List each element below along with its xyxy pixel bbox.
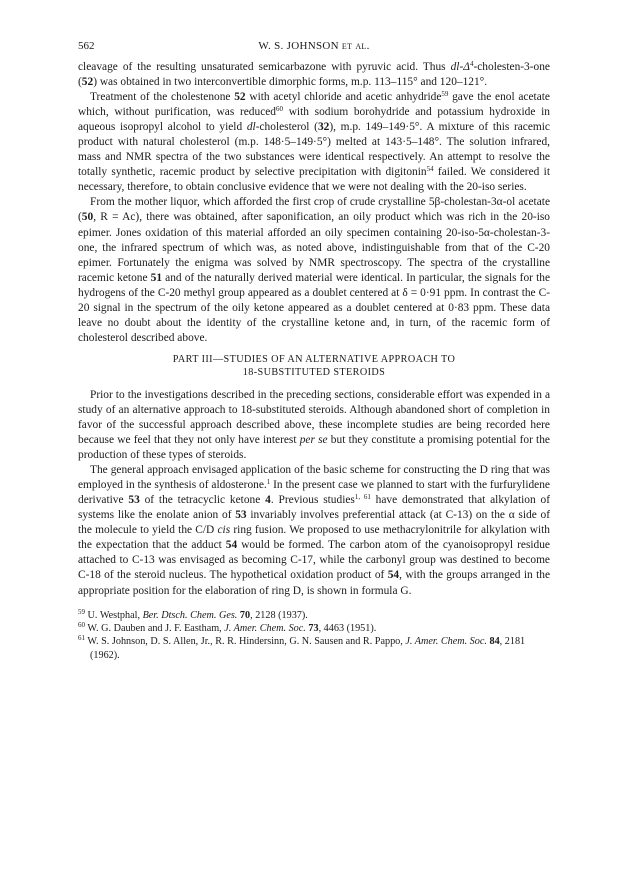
page-number: 562 xyxy=(78,40,95,52)
paragraph xyxy=(78,195,550,345)
citation-superscript: 61 xyxy=(78,634,85,643)
text-run: ring fusion. We proposed to use methacrylonitrile for alkylation with the expectation that the adduct xyxy=(78,524,550,552)
section-heading-line: PART III—STUDIES OF AN ALTERNATIVE APPROACH TO xyxy=(172,353,456,365)
document-page xyxy=(78,40,550,662)
text-run: The general approach envisaged application of the basic scheme for constructing the D ring that was employed in the synthesis of aldosterone. xyxy=(78,464,550,492)
citation-superscript: 60 xyxy=(276,105,283,114)
paragraph xyxy=(78,463,550,598)
text-run: , with the groups arranged in the appropriate position for the elaboration of ring D, is shown in formula G. xyxy=(78,569,551,597)
citation-superscript: 54 xyxy=(426,165,434,174)
footnote xyxy=(78,635,550,662)
text-run: . Previous studies xyxy=(270,494,355,507)
text-run: Treatment of the cholestenone xyxy=(90,91,235,104)
compound-number: 32 xyxy=(317,121,330,134)
text-run: invariably involves preferential attack (at C-13) on the α side of the molecule to yield the C/D xyxy=(78,509,550,537)
compound-number: 53 xyxy=(235,509,247,522)
citation-superscript: 4 xyxy=(469,60,474,68)
text-run: W. G. Dauben and J. F. Eastham, xyxy=(85,622,225,634)
text-run: -cholesterol ( xyxy=(255,121,318,134)
text-run: gave the enol acetate which, without purification, was reduced xyxy=(78,91,550,119)
text-run: ) was obtained in two interconvertible dimorphic forms, m.p. 113–115° and 120–121°. xyxy=(93,76,488,89)
text-run: , 2128 (1937). xyxy=(250,609,308,621)
body-text xyxy=(78,60,550,599)
text-run: From the mother liquor, which afforded the first crop of crude crystalline 5β-cholestan-3α-ol acetate ( xyxy=(78,196,550,224)
footnote xyxy=(78,622,550,635)
compound-number: 54 xyxy=(387,569,400,582)
compound-number: 51 xyxy=(150,271,163,284)
citation-superscript: 60 xyxy=(78,620,85,629)
text-run: with acetyl chloride and acetic anhydride xyxy=(245,91,442,104)
citation-superscript: 1, 61 xyxy=(354,493,371,502)
text-run: , 2181 (1962). xyxy=(90,636,526,661)
compound-number: 4 xyxy=(265,494,271,507)
text-run: have demonstrated that alkylation of systems like the enolate anion of xyxy=(78,494,550,522)
footnote xyxy=(78,609,550,622)
compound-number: 52 xyxy=(234,91,246,104)
citation-superscript: 59 xyxy=(441,90,449,99)
text-run: with sodium borohydride and potassium hydroxide in aqueous isopropyl alcohol to yield xyxy=(78,106,550,134)
compound-number: 53 xyxy=(128,494,140,507)
section-heading-line: 18-SUBSTITUTED STEROIDS xyxy=(242,367,386,379)
italic-text: cis xyxy=(217,524,231,537)
italic-text: dl xyxy=(246,121,256,134)
text-run: failed. We considered it necessary, therefore, to obtain conclusive evidence that we were not dealing with the 20-iso series. xyxy=(78,166,550,194)
compound-number: 73 xyxy=(308,622,319,634)
footnotes xyxy=(78,609,550,663)
citation-superscript: 1 xyxy=(266,478,271,487)
compound-number: 84 xyxy=(489,636,500,648)
text-run: would be formed. The carbon atom of the cyanoisopropyl residue attached to C-13 was envisaged as becoming C-17, while the carbonyl group was destined to become C-18 of the steroid nucleus. The hypothetical oxidation product of xyxy=(78,539,550,582)
section-heading xyxy=(78,353,550,380)
text-run: -cholesten-3-one ( xyxy=(78,61,550,89)
paragraph xyxy=(78,90,550,195)
paragraph xyxy=(78,60,550,90)
citation-superscript: 59 xyxy=(78,607,85,616)
italic-text: Ber. Dtsch. Chem. Ges. xyxy=(142,609,238,621)
text-run: but they constitute a promising potential for the production of these types of steroids. xyxy=(78,434,550,462)
page-header xyxy=(78,40,550,60)
text-run: cleavage of the resulting unsaturated semicarbazone with pyruvic acid. Thus xyxy=(78,61,451,73)
text-run: of the tetracyclic ketone xyxy=(139,494,266,507)
italic-text: J. Amer. Chem. Soc. xyxy=(405,636,487,648)
text-run: In the present case we planned to start with the furfurylidene derivative xyxy=(78,479,550,507)
compound-number: 52 xyxy=(81,76,94,89)
running-head: W. S. JOHNSON et al. xyxy=(258,40,370,52)
text-run: W. S. Johnson, D. S. Allen, Jr., R. R. Hindersinn, G. N. Sausen and R. Pappo, xyxy=(85,636,406,648)
compound-number: 70 xyxy=(239,609,251,621)
compound-number: 54 xyxy=(225,539,238,552)
compound-number: 50 xyxy=(81,211,94,224)
text-run: Prior to the investigations described in the preceding sections, considerable effort was expended in a study of an alternative approach to 18-substituted steroids. Although abandoned short of completion in favor of the successful approach described above, these incomplete studies are being recorded here because we feel that they not only have interest xyxy=(78,388,550,447)
italic-text: dl-Δ xyxy=(450,61,470,73)
text-run: , R = Ac), there was obtained, after saponification, an oily product which was rich in the 20-iso epimer. Jones oxidation of this material afforded an oily specimen containing 20-iso-5α-cholestan-3-one, the infrared spectrum of which was, as noted above, indistinguishable from that of the C-20 epimer. Fortunately the enigma was solved by NMR spectroscopy. The spectra of the crystalline racemic ketone xyxy=(78,211,550,284)
text-run: and of the naturally derived material were identical. In particular, the signals for the hydrogens of the C-20 methyl group appeared as a doublet centered at δ = 0·91 ppm. In contrast the C-20 signal in the spectrum of the oily ketone appeared as a doublet centered at 0·83 ppm. These data leave no doubt about the identity of the crystalline ketone and, in turn, of the racemic form of cholesterol described above. xyxy=(78,271,551,344)
text-run: , 4463 (1951). xyxy=(318,622,377,634)
text-run: ), m.p. 149–149·5°. A mixture of this racemic product with natural cholesterol (m.p. 148·5–149·5°) melted at 143·5–148°. The solution infrared, mass and NMR spectra of the two substances were identical respectively. An attempt to resolve the totally synthetic, racemic product by selective precipitation with digitonin xyxy=(78,121,550,179)
text-run: U. Westphal, xyxy=(85,609,143,621)
italic-text: per se xyxy=(299,434,328,447)
paragraph xyxy=(78,388,550,463)
italic-text: J. Amer. Chem. Soc. xyxy=(224,622,306,634)
